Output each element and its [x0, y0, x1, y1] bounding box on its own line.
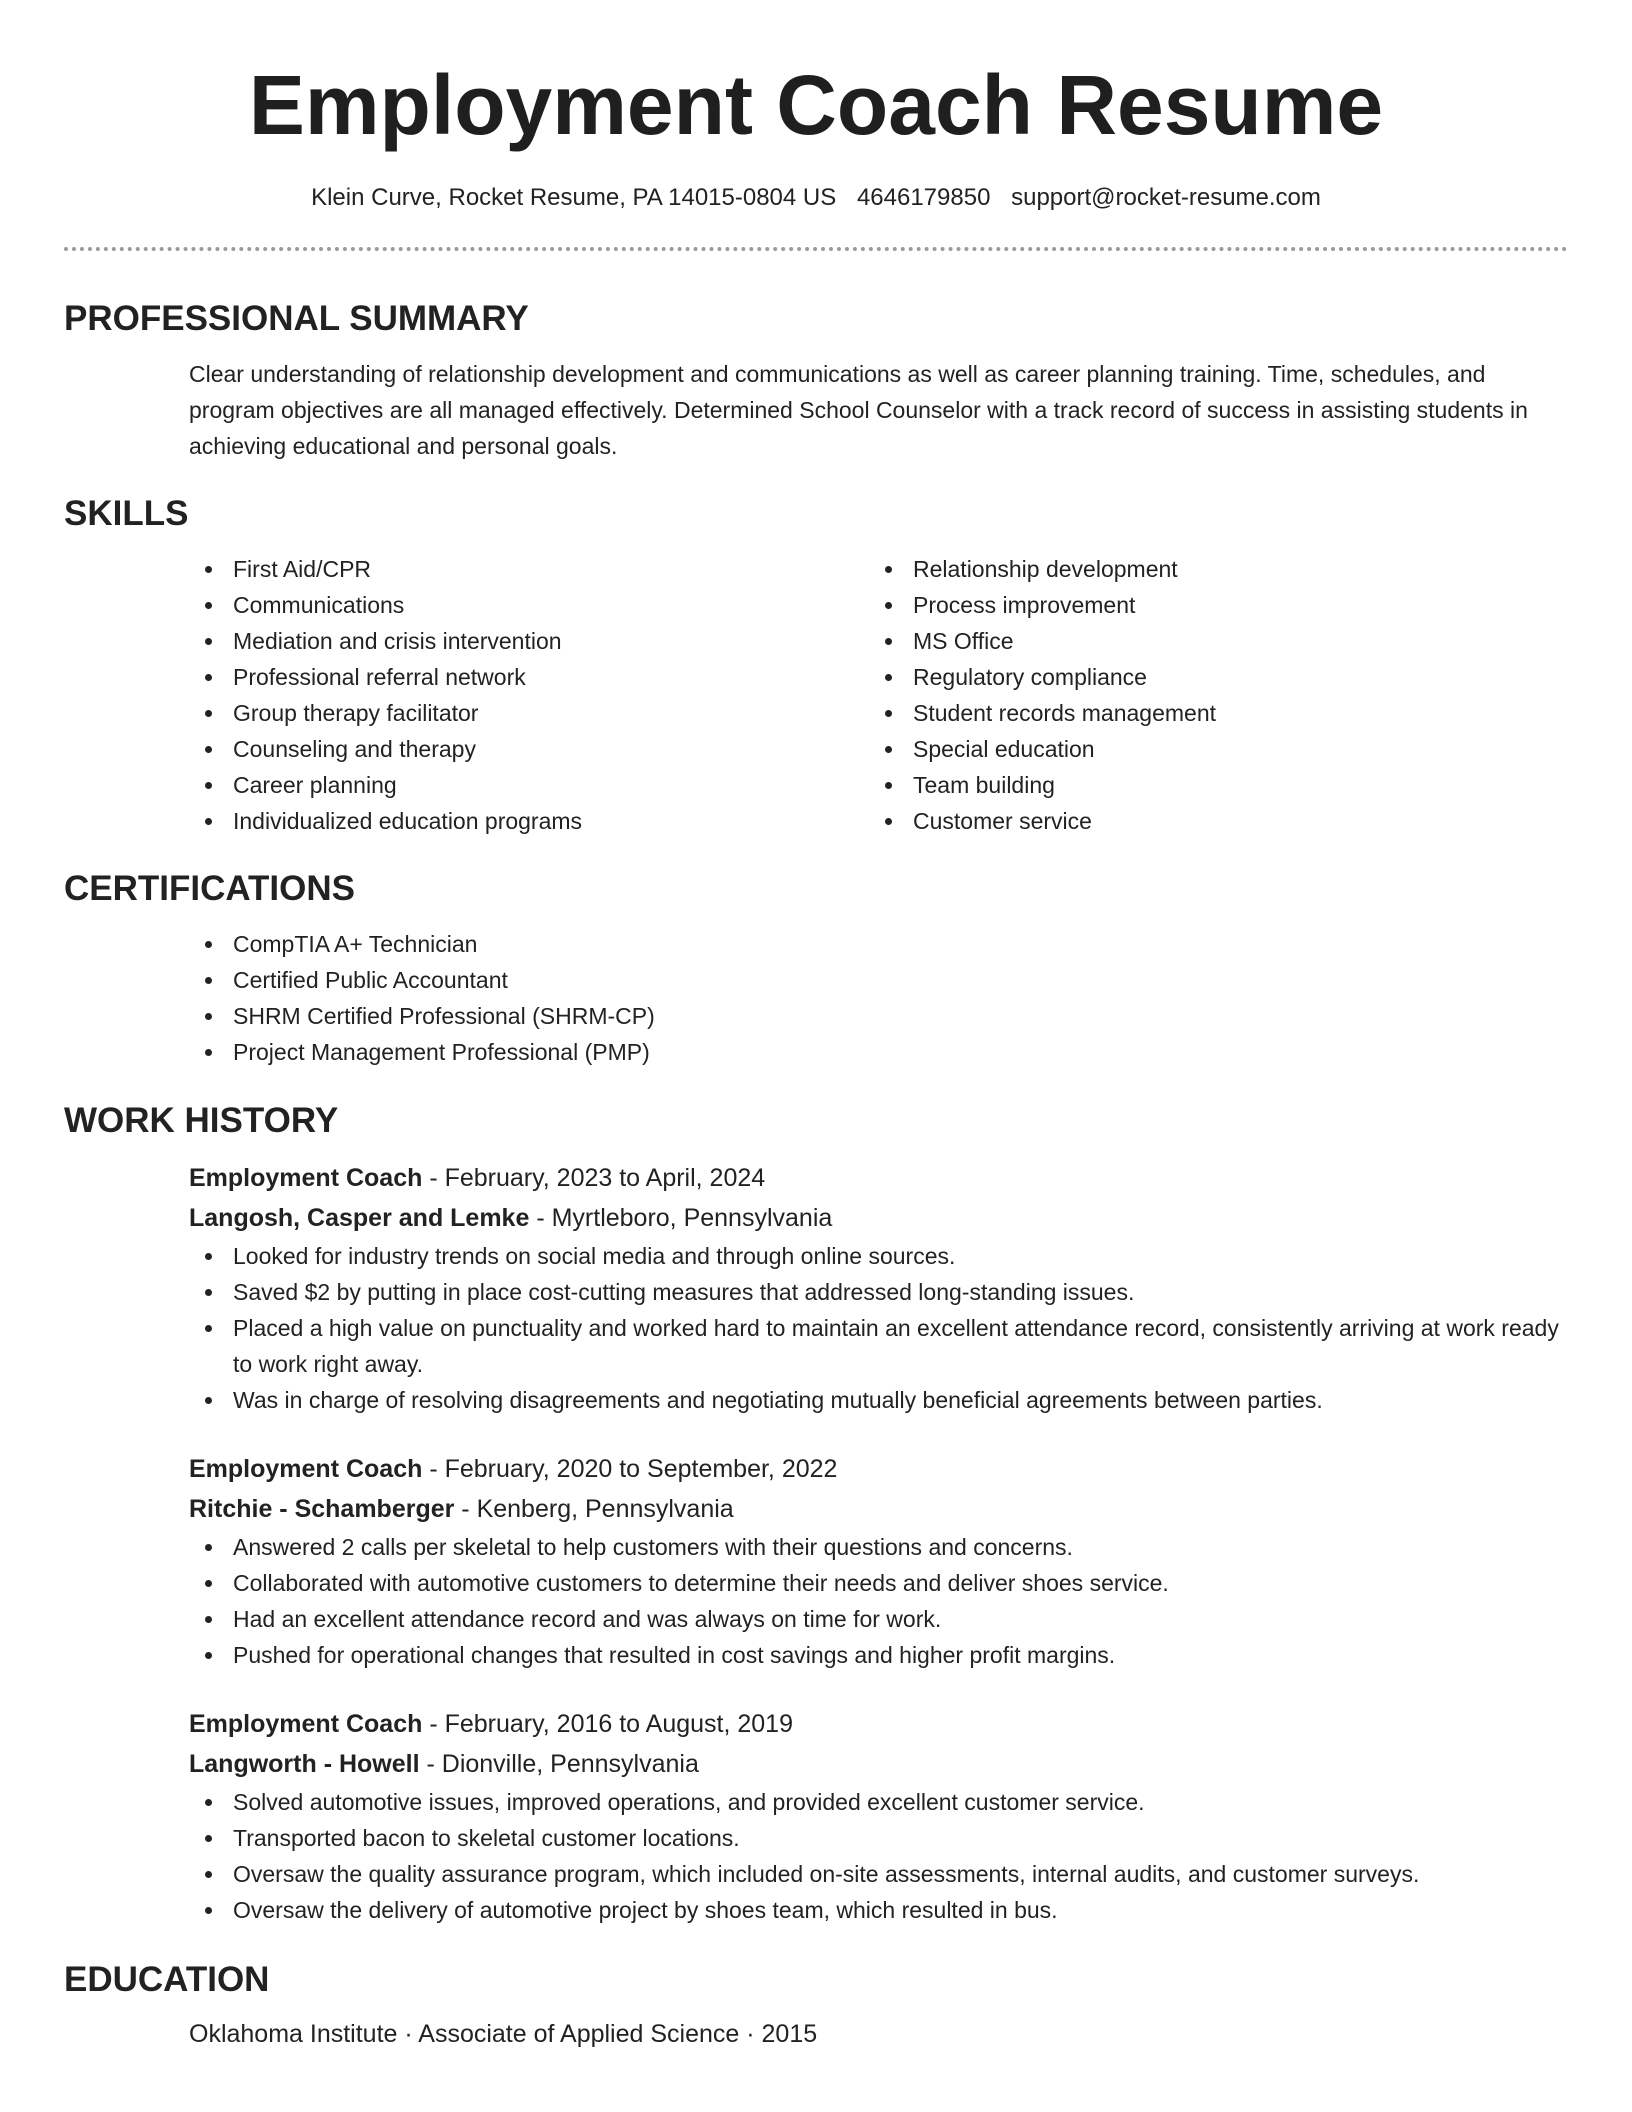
contact-address: Klein Curve, Rocket Resume, PA 14015-0804 US	[311, 184, 837, 211]
skills-column-left	[189, 551, 869, 839]
contact-phone: 4646179850	[856, 184, 991, 211]
certification-item: Certified Public Accountant	[189, 962, 1568, 998]
skill-item: Process improvement	[869, 587, 1549, 623]
contact-line	[64, 182, 1568, 214]
contact-email: support@rocket-resume.com	[1011, 184, 1321, 211]
job-bullet: Solved automotive issues, improved operations, and provided excellent customer service.	[189, 1784, 1568, 1820]
job-company-line	[189, 1489, 1568, 1529]
job-bullet: Had an excellent attendance record and was always on time for work.	[189, 1601, 1568, 1637]
skill-item: MS Office	[869, 623, 1549, 659]
job-company: Ritchie - Schamberger	[189, 1495, 455, 1523]
header-divider	[64, 247, 1568, 251]
job-role: Employment Coach	[189, 1455, 423, 1483]
skills-grid	[189, 551, 1568, 839]
skill-item: Regulatory compliance	[869, 659, 1549, 695]
skill-item: Relationship development	[869, 551, 1549, 587]
skill-item: Group therapy facilitator	[189, 695, 869, 731]
section-title-work-history: WORK HISTORY	[64, 1101, 339, 1140]
job-bullet: Looked for industry trends on social media and through online sources.	[189, 1238, 1568, 1274]
education-entry: Oklahoma Institute · Associate of Applied Science · 2015	[189, 2020, 818, 2048]
section-title-summary: PROFESSIONAL SUMMARY	[64, 299, 529, 338]
job-bullets	[189, 1784, 1568, 1928]
skill-item: Team building	[869, 767, 1549, 803]
job-role-line	[189, 1449, 1568, 1489]
job-role-line	[189, 1704, 1568, 1744]
resume-header	[64, 0, 1568, 214]
skill-item: Career planning	[189, 767, 869, 803]
skill-item: First Aid/CPR	[189, 551, 869, 587]
skill-item: Individualized education programs	[189, 803, 869, 839]
job-entry	[189, 1158, 1568, 1418]
summary-text: Clear understanding of relationship development and communications as well as career planning training. Time, schedules, and program objectives are all managed effectively. Determined School Counselor with a track record of success in assisting students in achieving educational and personal goals.	[189, 361, 1528, 459]
job-dates: - February, 2016 to August, 2019	[422, 1710, 793, 1738]
skill-item: Communications	[189, 587, 869, 623]
job-role: Employment Coach	[189, 1164, 423, 1192]
job-entry	[189, 1704, 1568, 1928]
section-title-certifications: CERTIFICATIONS	[64, 869, 356, 908]
job-company: Langosh, Casper and Lemke	[189, 1204, 530, 1232]
skill-item: Customer service	[869, 803, 1549, 839]
job-bullet: Saved $2 by putting in place cost-cutting measures that addressed long-standing issues.	[189, 1274, 1568, 1310]
certification-item: SHRM Certified Professional (SHRM-CP)	[189, 998, 1568, 1034]
certification-item: CompTIA A+ Technician	[189, 926, 1568, 962]
job-bullets	[189, 1529, 1568, 1673]
certifications-bullets	[189, 926, 1568, 1070]
skill-item: Special education	[869, 731, 1549, 767]
job-bullet: Placed a high value on punctuality and worked hard to maintain an excellent attendance record, consistently arriving at work ready to work right away.	[189, 1310, 1568, 1382]
job-company: Langworth - Howell	[189, 1750, 420, 1778]
job-location: - Kenberg, Pennsylvania	[454, 1495, 734, 1523]
job-bullet: Answered 2 calls per skeletal to help customers with their questions and concerns.	[189, 1529, 1568, 1565]
job-bullets	[189, 1238, 1568, 1418]
resume-title: Employment Coach Resume	[248, 58, 1384, 152]
job-bullet: Oversaw the delivery of automotive project by shoes team, which resulted in bus.	[189, 1892, 1568, 1928]
job-bullet: Was in charge of resolving disagreements and negotiating mutually beneficial agreements between parties.	[189, 1382, 1568, 1418]
job-bullet: Pushed for operational changes that resulted in cost savings and higher profit margins.	[189, 1637, 1568, 1673]
skill-item: Professional referral network	[189, 659, 869, 695]
section-title-education: EDUCATION	[64, 1960, 270, 1999]
job-role-line	[189, 1158, 1568, 1198]
skill-item: Mediation and crisis intervention	[189, 623, 869, 659]
job-location: - Dionville, Pennsylvania	[419, 1750, 699, 1778]
job-bullet: Transported bacon to skeletal customer locations.	[189, 1820, 1568, 1856]
certifications-list	[189, 926, 1568, 1070]
certification-item: Project Management Professional (PMP)	[189, 1034, 1568, 1070]
skills-column-right	[869, 551, 1549, 839]
job-dates: - February, 2020 to September, 2022	[422, 1455, 838, 1483]
job-company-line	[189, 1744, 1568, 1784]
job-company-line	[189, 1198, 1568, 1238]
job-role: Employment Coach	[189, 1710, 423, 1738]
job-location: - Myrtleboro, Pennsylvania	[529, 1204, 833, 1232]
section-title-skills: SKILLS	[64, 494, 189, 533]
skill-item: Counseling and therapy	[189, 731, 869, 767]
job-dates: - February, 2023 to April, 2024	[422, 1164, 766, 1192]
skill-item: Student records management	[869, 695, 1549, 731]
job-bullet: Oversaw the quality assurance program, which included on-site assessments, internal audits, and customer surveys.	[189, 1856, 1568, 1892]
job-entry	[189, 1449, 1568, 1673]
job-bullet: Collaborated with automotive customers to determine their needs and deliver shoes service.	[189, 1565, 1568, 1601]
